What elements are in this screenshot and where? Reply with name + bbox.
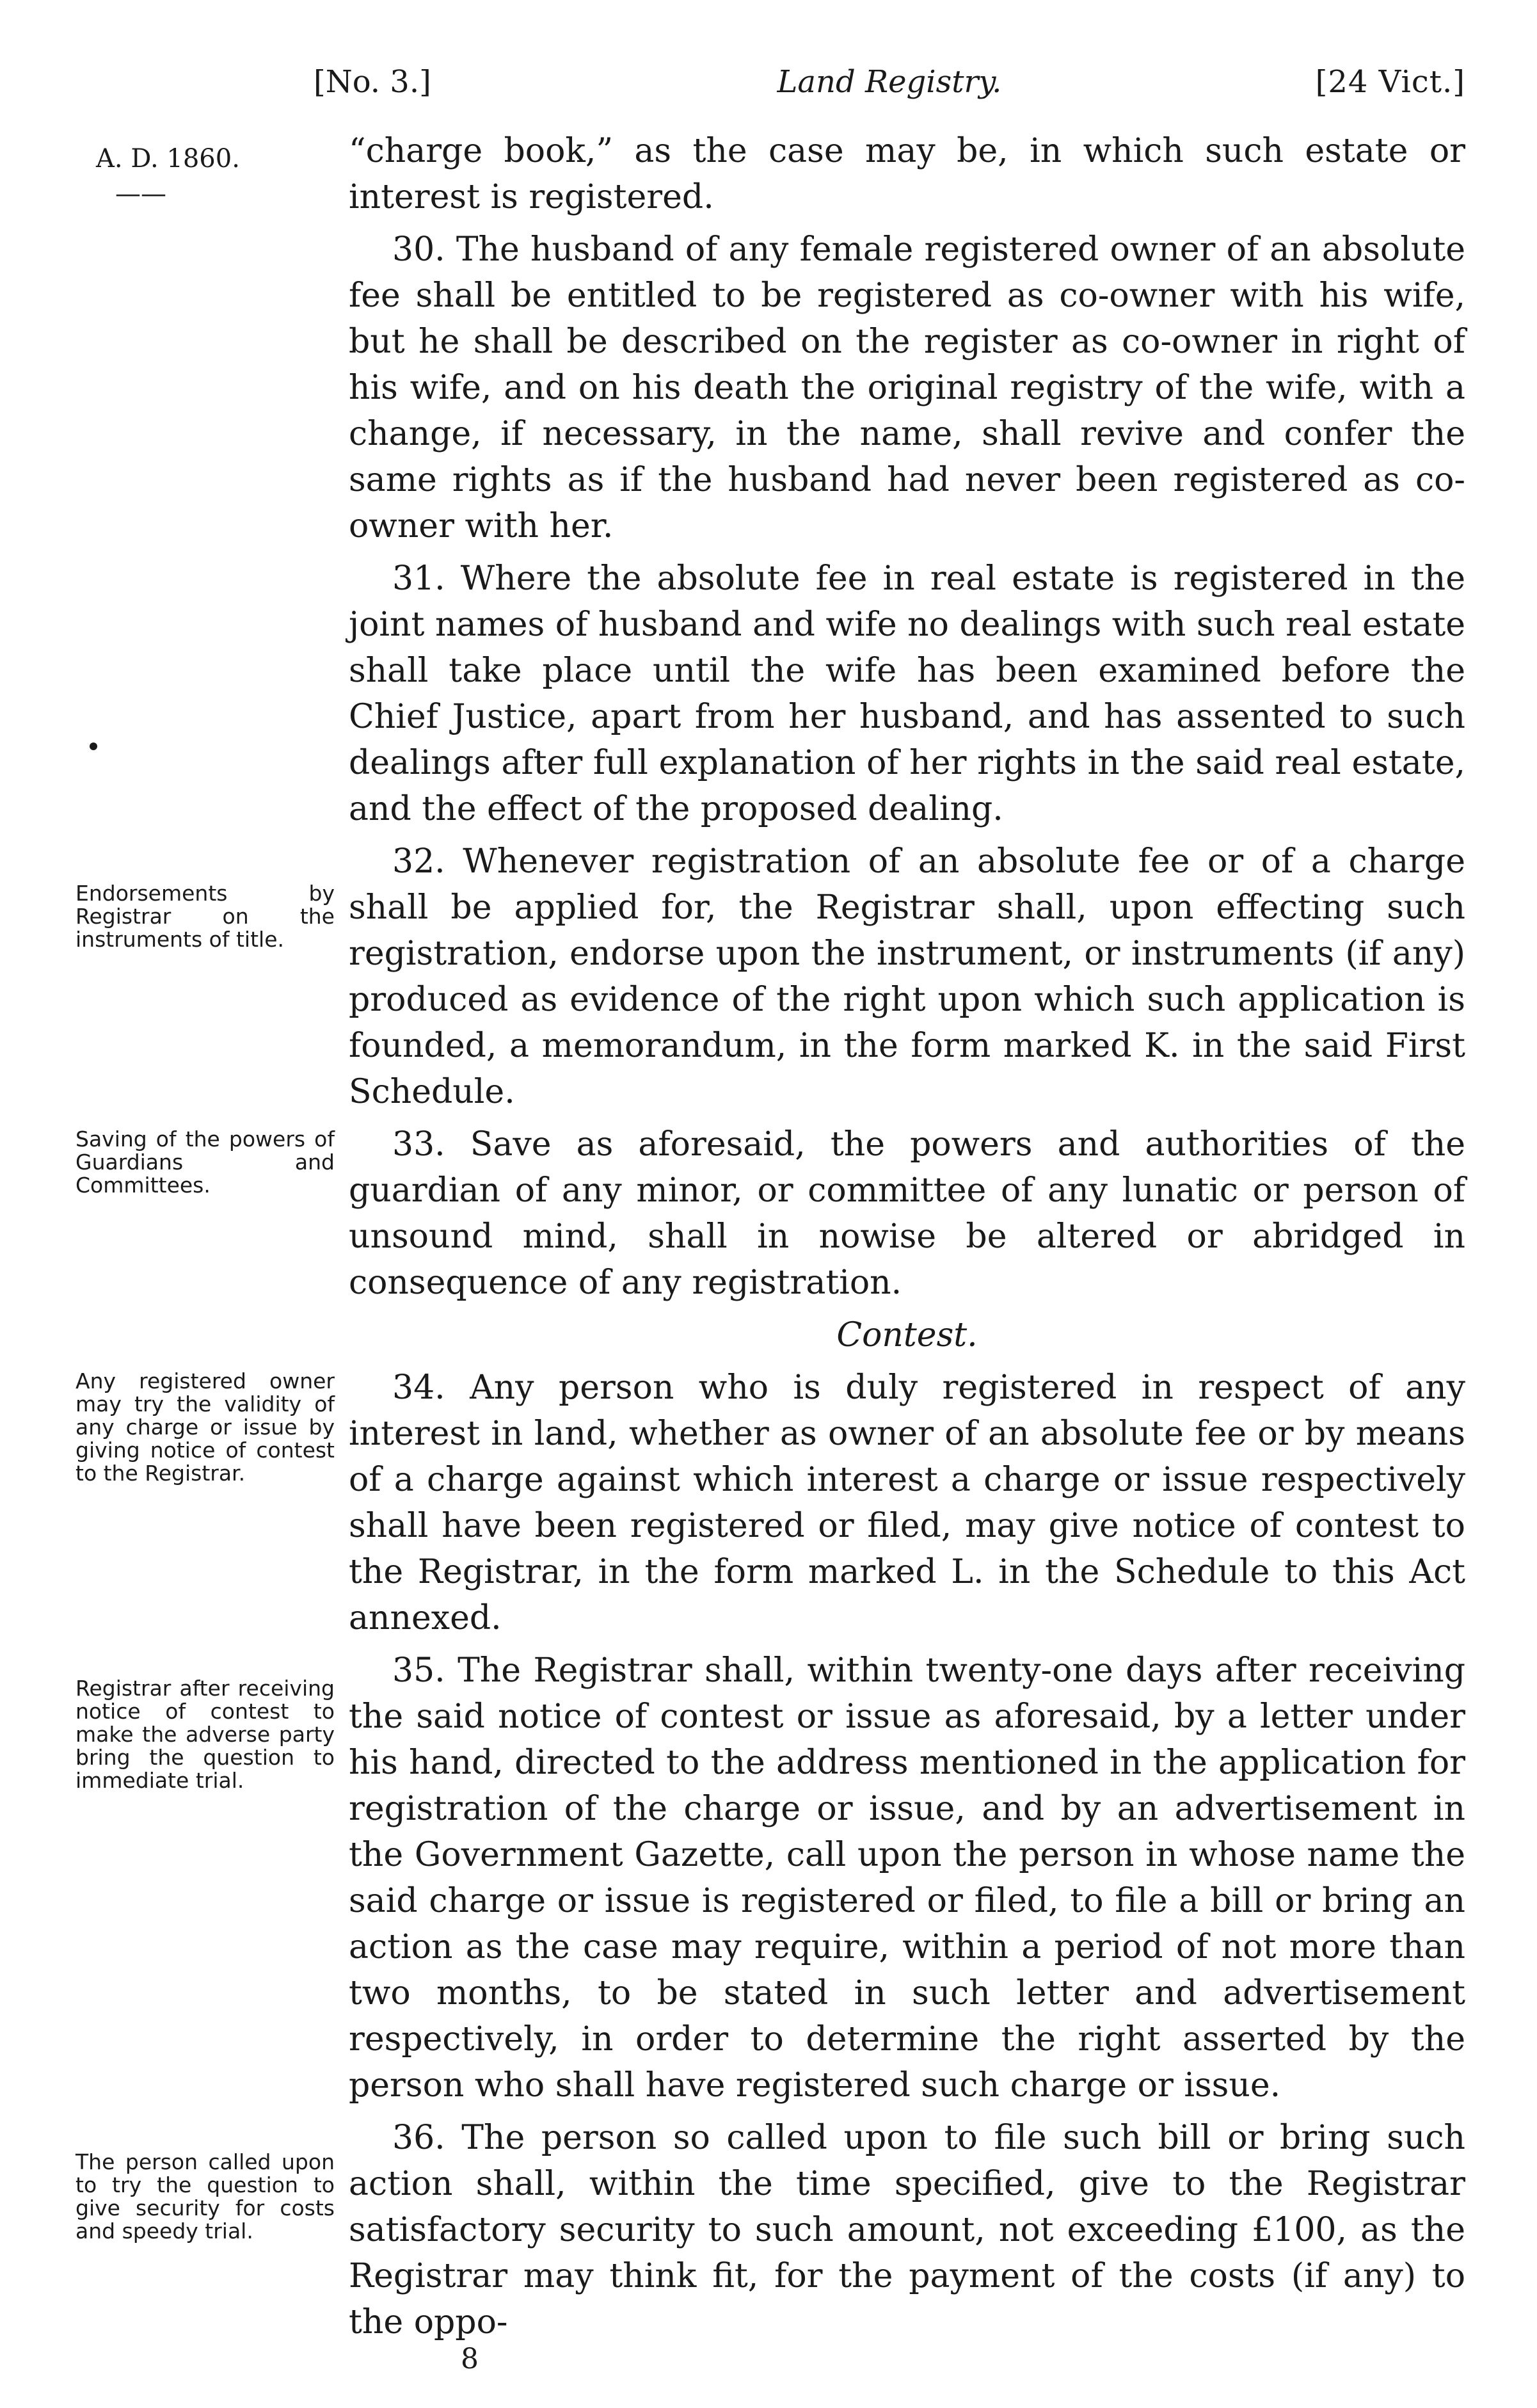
margin-note-guardians: Saving of the powers of Guardians and Committees. <box>76 1127 335 1198</box>
header-regnal-year: [24 Vict.] <box>1315 64 1465 100</box>
page-header <box>314 51 1465 115</box>
margin-note-contest: Any registered owner may try the validity of any charge or issue by giving notice of contest to the Registrar. <box>76 1369 335 1486</box>
margin-note-registrar-trial: Registrar after receiving notice of contest to make the adverse party bring the question to immediate trial. <box>76 1676 335 1793</box>
header-title: Land Registry. <box>777 64 1002 100</box>
section-heading-contest: Contest. <box>836 1316 978 1354</box>
section-35: 35. The Registrar shall, within twenty-one days after receiving the said notice of contest or issue as aforesaid, by a letter under his hand, directed to the address mentioned in the application for registration of the charge or issue, and by an advertisement in the Government Gazette, call upon the person in whose name the said charge or issue is registered or filed, to file a bill or bring an action as the case may require, within a period of not more than two months, to be stated in such letter and advertisement respectively, in order to determine the right asserted by the person who shall have registered such charge or issue. <box>349 1651 1465 2105</box>
paragraph-continuation: “charge book,” as the case may be, in which such estate or interest is registered. <box>349 132 1465 216</box>
section-30: 30. The husband of any female registered owner of an absolute fee shall be entitled to be registered as co-owner with his wife, but he shall be described on the register as co-owner in right of his wife, and on his death the original registry of the wife, with a change, if necessary, in the name, shall revive and confer the same rights as if the husband had never been registered as co-owner with her. <box>349 230 1465 545</box>
section-36: 36. The person so called upon to file such bill or bring such action shall, within the time specified, give to the Registrar satisfactory security to such amount, not exceeding £100, as the Registrar may think fit, for the payment of the costs (if any) to the oppo- <box>349 2119 1465 2341</box>
year-note: A. D. 1860. <box>96 144 240 173</box>
printed-dot-mark <box>90 742 97 750</box>
body-text <box>349 128 1465 2352</box>
header-act-number: [No. 3.] <box>314 64 431 100</box>
page-number: 8 <box>461 2343 479 2375</box>
section-32: 32. Whenever registration of an absolute fee or of a charge shall be applied for, the Registrar shall, upon effecting such registration, endorse upon the instrument, or instruments (if any) produced as evidence of the right upon which such application is founded, a memorandum, in the form marked K. in the said First Schedule. <box>349 842 1465 1111</box>
section-33: 33. Save as aforesaid, the powers and authorities of the guardian of any minor, or committee of any lunatic or person of unsound mind, shall in nowise be altered or abridged in consequence of any registration. <box>349 1125 1465 1302</box>
year-dash: —— <box>115 179 166 209</box>
margin-note-security: The person called upon to try the question to give security for costs and speedy trial. <box>76 2149 335 2243</box>
section-31: 31. Where the absolute fee in real estate is registered in the joint names of husband and wife no dealings with such real estate shall take place until the wife has been examined before the Chief Justice, apart from her husband, and has assented to such dealings after full explanation of her rights in the said real estate, and the effect of the proposed dealing. <box>349 559 1465 828</box>
section-34: 34. Any person who is duly registered in respect of any interest in land, whether as owner of an absolute fee or by means of a charge against which interest a charge or issue respectively shall have been registered or filed, may give notice of contest to the Registrar, in the form marked L. in the Schedule to this Act annexed. <box>349 1369 1465 1637</box>
margin-note-endorsements: Endorsements by Registrar on the instruments of title. <box>76 881 335 952</box>
